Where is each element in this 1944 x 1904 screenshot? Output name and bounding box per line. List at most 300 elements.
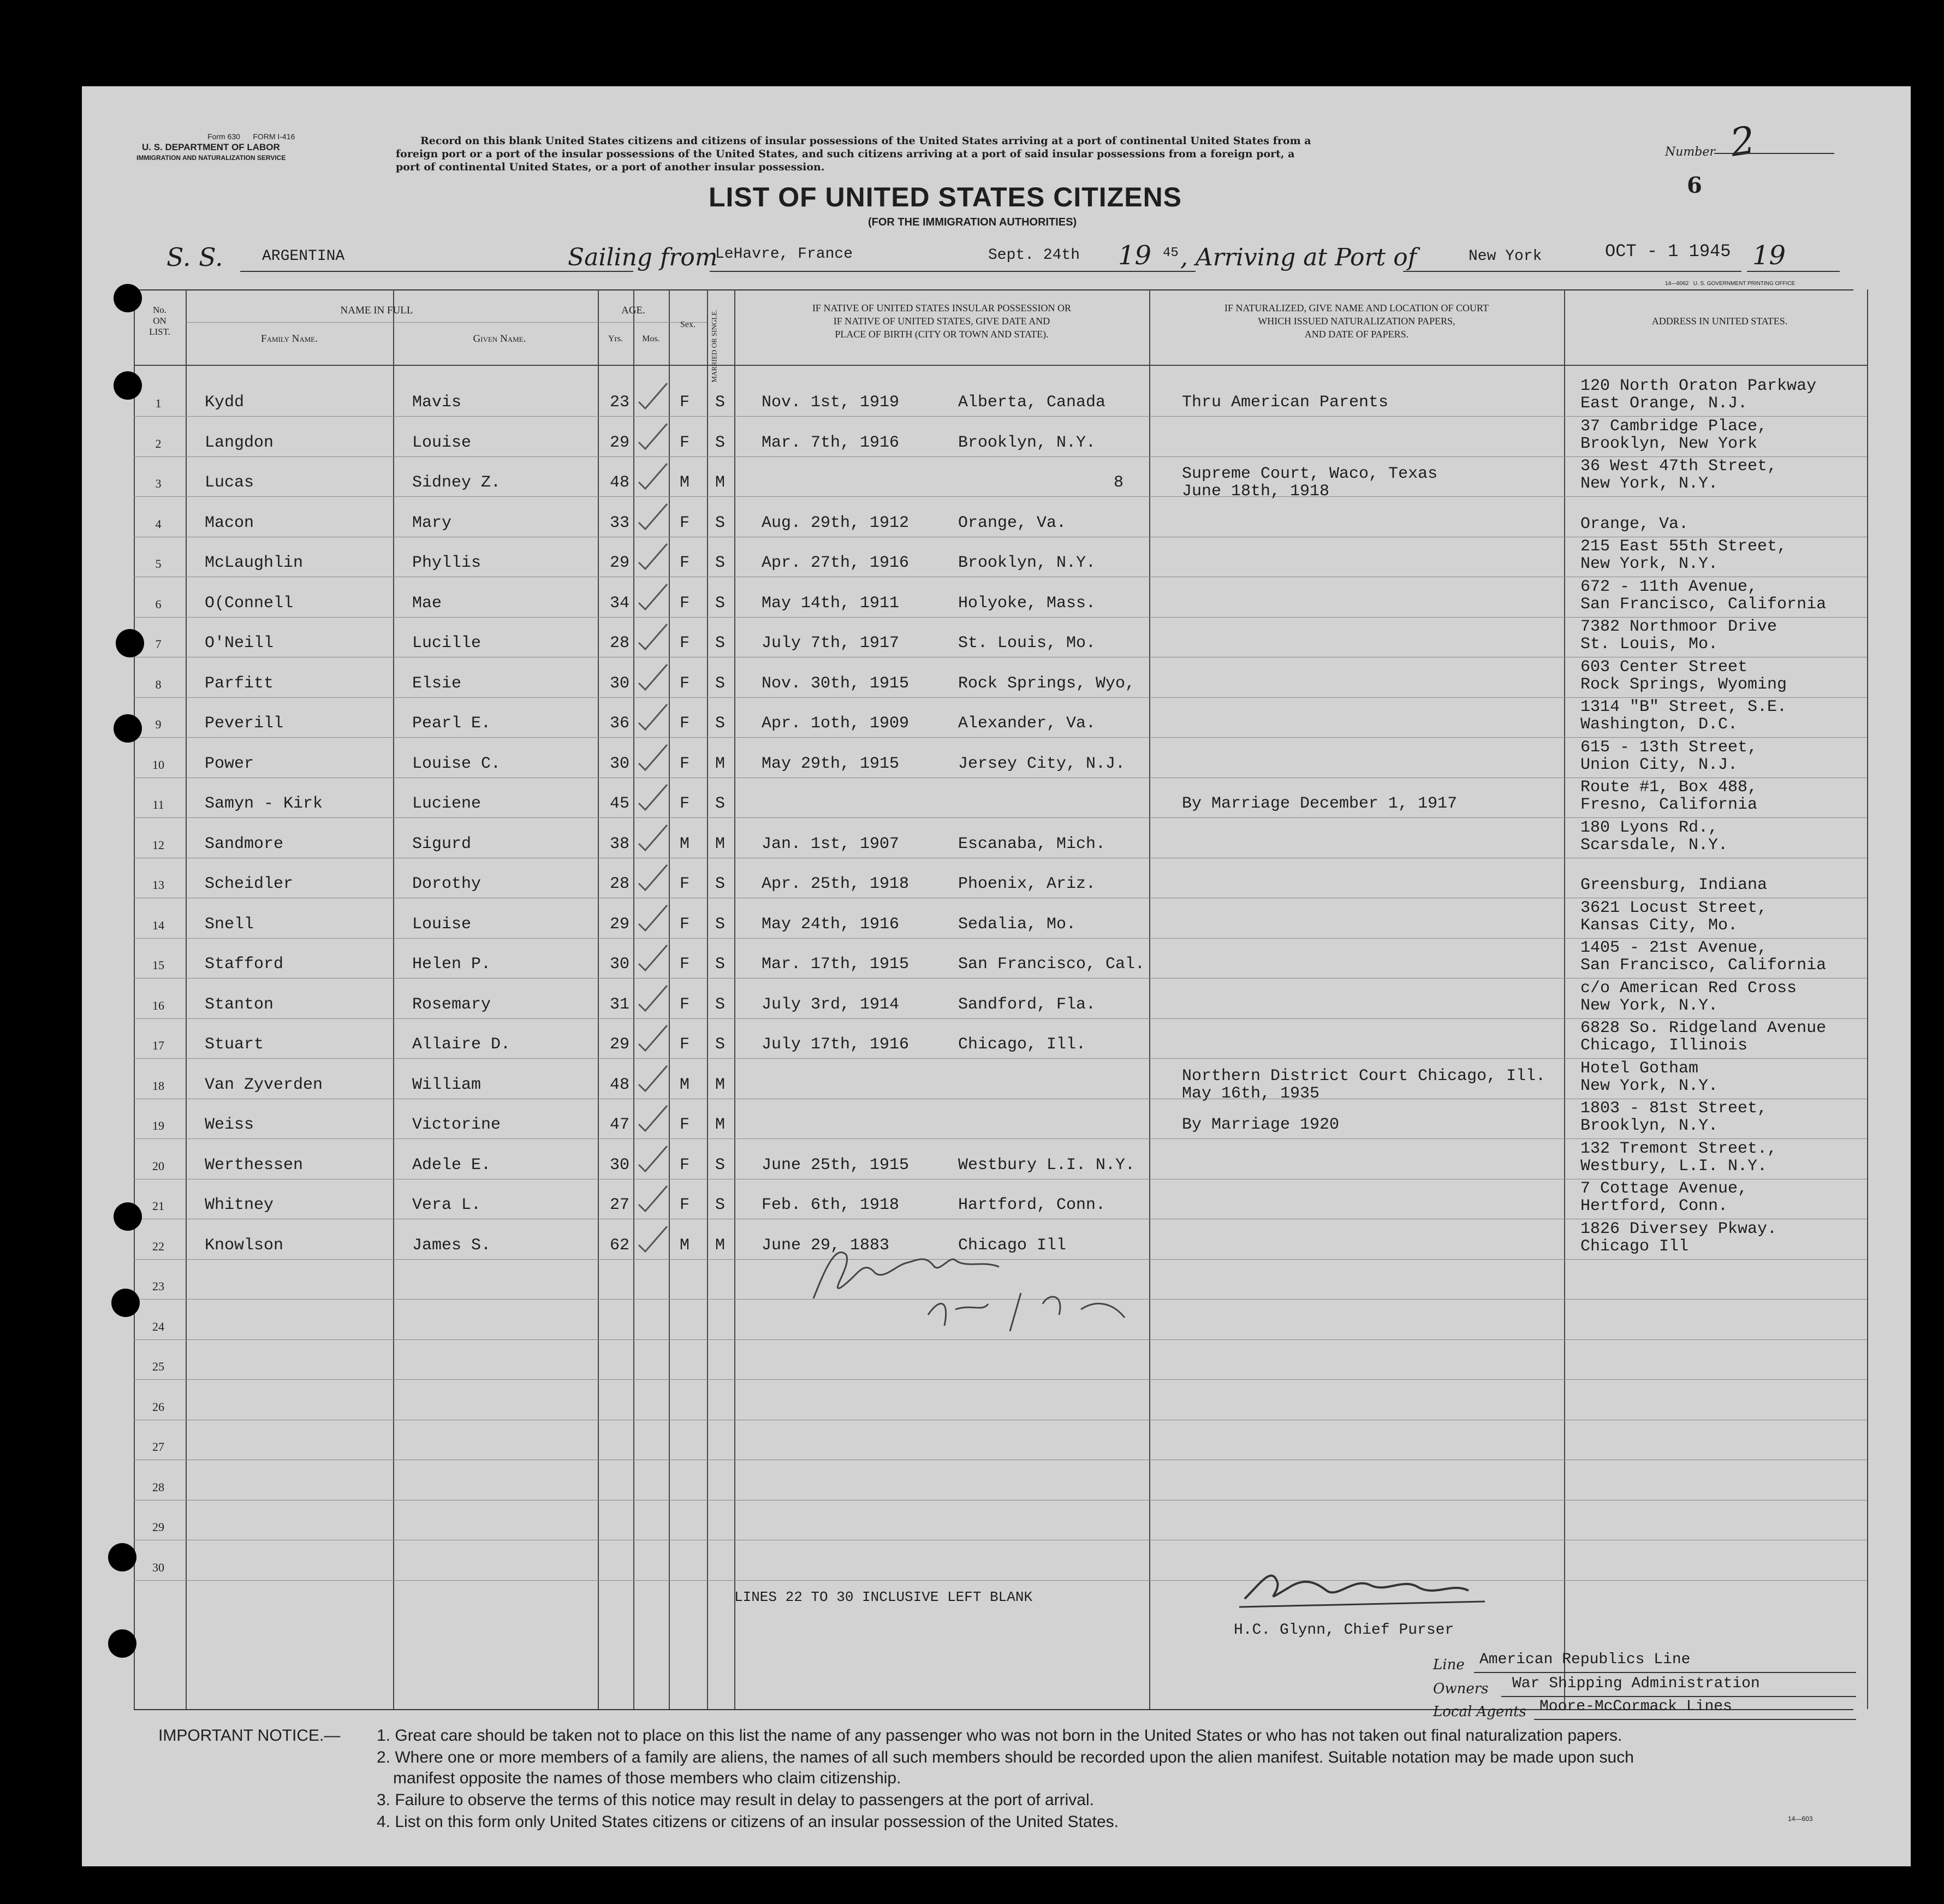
- birth-date: July 3rd, 1914: [762, 995, 900, 1014]
- naturalization-nat1: Thru American Parents: [1182, 393, 1389, 412]
- sex: M: [680, 1075, 690, 1094]
- purser-name: H.C. Glynn, Chief Purser: [1234, 1622, 1454, 1639]
- address-addr2: New York, N.Y.: [1580, 1076, 1719, 1095]
- sex: F: [680, 1116, 690, 1134]
- birth-date: May 24th, 1916: [762, 915, 900, 934]
- address-addr1: 1803 - 81st Street,: [1580, 1099, 1768, 1118]
- naturalization-nat2: June 18th, 1918: [1182, 482, 1330, 501]
- given-name: Louise C.: [412, 754, 501, 773]
- instructions: [396, 134, 1311, 174]
- age-years: 36: [609, 714, 629, 733]
- header-age: AGE.: [621, 305, 645, 316]
- row-number: 19: [152, 1119, 164, 1132]
- punch-hole: [114, 371, 142, 400]
- address-addr2: Kansas City, Mo.: [1580, 916, 1738, 935]
- row-number: 26: [152, 1399, 164, 1414]
- row-number: 10: [152, 757, 164, 772]
- family-name: Peverill: [205, 714, 284, 733]
- row-number: 24: [152, 1319, 164, 1333]
- punch-hole: [114, 714, 142, 743]
- family-name: Stanton: [205, 995, 274, 1014]
- address-addr1: c/o American Red Cross: [1580, 978, 1797, 998]
- header-naturalized: [1149, 301, 1564, 341]
- given-name: Helen P.: [412, 955, 491, 974]
- given-name: Phyllis: [412, 554, 481, 572]
- age-years: 30: [609, 674, 629, 693]
- birth-place: Brooklyn, N.Y.: [958, 433, 1096, 452]
- birth-place: Rock Springs, Wyo,: [958, 674, 1136, 693]
- address-addr2: Orange, Va.: [1580, 514, 1689, 533]
- row-number: 27: [152, 1440, 164, 1454]
- family-name: Scheidler: [205, 875, 294, 893]
- marital-status: S: [715, 393, 726, 412]
- row-number: 13: [152, 878, 164, 892]
- sex: F: [680, 433, 690, 452]
- form-number-1: Form 630: [207, 132, 240, 141]
- form-number-2: FORM I-416: [253, 132, 295, 141]
- row-number: 5: [155, 557, 162, 571]
- address-addr2: Scarsdale, N.Y.: [1580, 835, 1728, 855]
- sex: M: [680, 834, 690, 853]
- row-number: 11: [152, 798, 164, 811]
- marital-status: S: [715, 714, 726, 733]
- sailing-from-port: LeHavre, France: [715, 246, 853, 263]
- birth-place: Escanaba, Mich.: [958, 834, 1106, 853]
- marital-status: S: [715, 513, 726, 532]
- marital-status: S: [715, 594, 726, 613]
- page-title: LIST OF UNITED STATES CITIZENS: [709, 182, 1182, 212]
- sailing-date-underline: [988, 271, 1196, 272]
- birth-date: Mar. 17th, 1915: [762, 955, 909, 974]
- naturalization-nat2: May 16th, 1935: [1182, 1084, 1320, 1103]
- given-name: Mae: [412, 594, 442, 613]
- gpo-note: U. S. GOVERNMENT PRINTING OFFICE: [1693, 281, 1796, 287]
- header-given-name: Given Name.: [473, 333, 526, 345]
- address-addr1: 6828 So. Ridgeland Avenue: [1580, 1019, 1827, 1037]
- birth-date: Aug. 29th, 1912: [762, 513, 909, 532]
- check-mark: [634, 822, 673, 855]
- given-name: Pearl E.: [412, 714, 491, 733]
- age-years: 62: [609, 1236, 629, 1255]
- family-name: Macon: [205, 513, 254, 532]
- given-name: Louise: [412, 433, 472, 452]
- age-years: 27: [609, 1196, 629, 1214]
- column-divider: [707, 289, 708, 1709]
- ss-label: S. S.: [167, 242, 223, 272]
- birth-date: Jan. 1st, 1907: [762, 834, 900, 853]
- given-name: Louise: [412, 915, 472, 934]
- address-addr1: Hotel Gotham: [1580, 1059, 1699, 1078]
- age-years: 38: [609, 834, 629, 853]
- marital-status: M: [715, 1075, 726, 1094]
- birth-place: 8: [1114, 473, 1124, 492]
- row-number: 15: [152, 958, 164, 972]
- age-years: 28: [609, 634, 629, 653]
- age-years: 34: [609, 594, 629, 613]
- family-name: Sandmore: [205, 834, 284, 853]
- address-addr2: Washington, D.C.: [1580, 715, 1738, 734]
- birth-date: Nov. 1st, 1919: [762, 393, 900, 412]
- manifest-sheet: [82, 86, 1911, 1866]
- check-mark: [634, 701, 673, 734]
- birth-place: Alexander, Va.: [958, 714, 1096, 733]
- sex: F: [680, 513, 690, 532]
- given-name: Luciene: [412, 794, 481, 813]
- header-bottom: [134, 365, 1867, 366]
- sex: F: [680, 1035, 690, 1054]
- age-years: 29: [609, 554, 629, 572]
- header-nat-line-3: AND DATE OF PAPERS.: [1304, 329, 1409, 340]
- header-nat-line-1: IF NATURALIZED, GIVE NAME AND LOCATION OF COURT: [1224, 302, 1489, 313]
- address-addr1: 132 Tremont Street.,: [1580, 1139, 1777, 1158]
- marital-status: S: [715, 634, 726, 653]
- family-name: Werthessen: [205, 1155, 304, 1175]
- year-prefix: 19: [1118, 240, 1152, 271]
- address-addr1: 7 Cottage Avenue,: [1580, 1179, 1748, 1198]
- check-mark: [634, 621, 673, 654]
- family-name: Samyn - Kirk: [205, 794, 323, 813]
- address-addr1: 3621 Locust Street,: [1580, 898, 1768, 917]
- sex: F: [680, 754, 690, 773]
- marital-status: S: [715, 915, 726, 934]
- punch-hole: [108, 1543, 136, 1571]
- line-underline: [1474, 1672, 1856, 1673]
- row-number: 18: [152, 1078, 164, 1093]
- address-addr1: 215 East 55th Street,: [1580, 537, 1787, 556]
- column-divider: [598, 289, 599, 1709]
- sex: F: [680, 634, 690, 653]
- birth-place: San Francisco, Cal.: [958, 955, 1145, 974]
- age-years: 31: [609, 995, 629, 1014]
- address-addr2: Rock Springs, Wyoming: [1580, 675, 1787, 694]
- given-name: Lucille: [412, 634, 481, 653]
- address-addr1: 1405 - 21st Avenue,: [1580, 939, 1768, 957]
- naturalization-nat1: Northern District Court Chicago, Ill.: [1182, 1066, 1546, 1086]
- birth-place: St. Louis, Mo.: [958, 634, 1096, 653]
- address-addr2: New York, N.Y.: [1580, 474, 1719, 493]
- row-number: 22: [152, 1239, 164, 1253]
- port-underline: [1403, 271, 1741, 272]
- check-mark: [634, 1183, 673, 1215]
- table-top-border: [134, 289, 1853, 290]
- printer-code: 14—6062: [1665, 281, 1689, 287]
- header-no-on-list: [136, 305, 183, 337]
- given-name: William: [412, 1075, 481, 1094]
- header-no-line-1: No.: [152, 305, 167, 315]
- birth-place: Chicago Ill: [958, 1236, 1067, 1255]
- family-name: Van Zyverden: [205, 1075, 323, 1094]
- header-birth: [734, 301, 1149, 341]
- arriving-label: , Arriving at Port of: [1180, 244, 1417, 271]
- birth-place: Hartford, Conn.: [958, 1196, 1106, 1214]
- address-addr2: Union City, N.J.: [1580, 755, 1738, 774]
- address-addr1: 1314 "B" Street, S.E.: [1580, 698, 1787, 716]
- row-number: 12: [152, 838, 164, 852]
- sex: F: [680, 1196, 690, 1214]
- address-addr1: 7382 Northmoor Drive: [1580, 618, 1777, 636]
- header-family-name: Family Name.: [261, 333, 318, 345]
- given-name: Sigurd: [412, 834, 472, 853]
- address-addr2: Hertford, Conn.: [1580, 1197, 1728, 1215]
- family-name: O'Neill: [205, 634, 274, 653]
- marital-status: M: [715, 473, 726, 492]
- given-name: Vera L.: [412, 1196, 481, 1214]
- birth-date: May 29th, 1915: [762, 754, 900, 773]
- sex: F: [680, 554, 690, 572]
- age-years: 45: [609, 794, 629, 813]
- row-number: 23: [152, 1279, 164, 1293]
- sex: F: [680, 875, 690, 893]
- check-mark: [634, 1022, 673, 1055]
- page-number: 6: [1687, 173, 1702, 198]
- sex: F: [680, 393, 690, 412]
- owners-label: Owners: [1433, 1681, 1489, 1697]
- birth-place: Brooklyn, N.Y.: [958, 554, 1096, 572]
- notice-item-3: 3. Failure to observe the terms of this notice may result in delay to passengers at the port of arrival.: [377, 1791, 1094, 1809]
- check-mark: [634, 420, 673, 453]
- check-mark: [634, 1102, 673, 1135]
- footer-code: 14—603: [1788, 1815, 1813, 1823]
- age-years: 30: [609, 1155, 629, 1175]
- birth-date: Apr. 1oth, 1909: [762, 714, 909, 733]
- sex: F: [680, 594, 690, 613]
- row-number: 9: [155, 717, 162, 731]
- arrival-stamp: OCT - 1 1945: [1605, 241, 1731, 262]
- printer-note: [1665, 281, 1795, 287]
- sailing-from-label: Sailing from: [568, 244, 718, 271]
- family-name: Knowlson: [205, 1236, 284, 1255]
- address-addr2: Brooklyn, New York: [1580, 434, 1758, 453]
- sailing-date: Sept. 24th: [988, 247, 1080, 264]
- address-addr2: Westbury, L.I. N.Y.: [1580, 1156, 1768, 1176]
- address-addr1: 120 North Oraton Parkway: [1580, 377, 1817, 395]
- marital-status: S: [715, 1155, 726, 1175]
- department-name: U. S. DEPARTMENT OF LABOR: [142, 142, 280, 152]
- age-years: 48: [609, 473, 629, 492]
- header-married-or-single: MARRIED OR SINGLE.: [710, 309, 718, 383]
- punch-hole: [114, 284, 142, 312]
- column-divider: [734, 289, 735, 1709]
- address-addr1: 37 Cambridge Place,: [1580, 417, 1768, 436]
- given-name: James S.: [412, 1236, 491, 1255]
- column-divider: [1149, 289, 1150, 1709]
- header-nat-line-2: WHICH ISSUED NATURALIZATION PAPERS,: [1258, 316, 1455, 327]
- marital-status: M: [715, 754, 726, 773]
- owners-value: War Shipping Administration: [1512, 1675, 1760, 1692]
- age-years: 33: [609, 513, 629, 532]
- header-birth-line-1: IF NATIVE OF UNITED STATES INSULAR POSSESSION OR: [812, 302, 1072, 313]
- birth-date: June 29, 1883: [762, 1236, 890, 1255]
- header-sex: Sex.: [680, 320, 695, 329]
- marital-status: S: [715, 995, 726, 1014]
- birth-place: Chicago, Ill.: [958, 1035, 1086, 1054]
- notice-item-1: 1. Great care should be taken not to place on this list the name of any passenger who was not born in the United States or who has not taken out final naturalization papers.: [377, 1727, 1622, 1745]
- year-prefix-2: 19: [1752, 240, 1786, 271]
- check-mark: [634, 460, 673, 493]
- birth-date: Feb. 6th, 1918: [762, 1196, 900, 1214]
- given-name: Sidney Z.: [412, 473, 501, 492]
- row-number: 4: [155, 517, 162, 531]
- column-divider: [1564, 289, 1565, 1709]
- blank-lines-note: LINES 22 TO 30 INCLUSIVE LEFT BLANK: [734, 1589, 1033, 1605]
- check-mark: [634, 581, 673, 614]
- address-addr2: Fresno, California: [1580, 796, 1758, 814]
- marital-status: S: [715, 1196, 726, 1214]
- row-divider: [134, 1379, 1867, 1380]
- address-addr1: 36 West 47th Street,: [1580, 457, 1777, 476]
- check-mark: [634, 781, 673, 814]
- given-name: Dorothy: [412, 875, 481, 893]
- page-subtitle: (FOR THE IMMIGRATION AUTHORITIES): [868, 216, 1077, 228]
- age-years: 29: [609, 433, 629, 452]
- marital-status: S: [715, 955, 726, 974]
- family-name: Snell: [205, 915, 254, 934]
- family-name: Parfitt: [205, 674, 274, 693]
- sex: F: [680, 1155, 690, 1175]
- address-addr1: 672 - 11th Avenue,: [1580, 577, 1758, 596]
- check-mark: [634, 902, 673, 935]
- family-name: Weiss: [205, 1116, 254, 1134]
- birth-date: Mar. 7th, 1916: [762, 433, 900, 452]
- sex: F: [680, 794, 690, 813]
- notice-item-2a: 2. Where one or more members of a family are aliens, the names of all such members should be recorded upon the alien manifest. Suitable notation may be made upon such: [377, 1748, 1634, 1766]
- line-label: Line: [1433, 1657, 1465, 1673]
- sex: M: [680, 473, 690, 492]
- arrival-port: New York: [1469, 248, 1542, 265]
- instruction-line-1: Record on this blank United States citizens and citizens of insular possessions of the United States arriving at a port of continental United States from a: [420, 135, 1311, 147]
- birth-date: June 25th, 1915: [762, 1155, 909, 1175]
- header-yrs: Yrs.: [608, 334, 623, 343]
- address-addr2: New York, N.Y.: [1580, 555, 1719, 573]
- row-divider: [134, 1580, 1867, 1581]
- birth-place: Sandford, Fla.: [958, 995, 1096, 1014]
- age-years: 29: [609, 1035, 629, 1054]
- check-mark: [634, 742, 673, 774]
- marital-status: S: [715, 554, 726, 572]
- age-years: 23: [609, 393, 629, 412]
- header-no-line-2: ON: [153, 316, 167, 326]
- birth-place: Orange, Va.: [958, 513, 1067, 532]
- row-number: 1: [155, 396, 162, 410]
- family-name: Lucas: [205, 473, 254, 492]
- naturalization-nat1: Supreme Court, Waco, Texas: [1182, 465, 1438, 483]
- row-number: 14: [152, 918, 164, 932]
- age-years: 30: [609, 754, 629, 773]
- family-name: Kydd: [205, 393, 245, 412]
- family-name: Stafford: [205, 955, 284, 974]
- instruction-line-3: port of continental United States, or a port of another insular possession.: [396, 161, 825, 173]
- row-number: 25: [152, 1360, 164, 1373]
- marital-status: M: [715, 834, 726, 853]
- punch-hole: [116, 629, 144, 657]
- check-mark: [634, 1223, 673, 1256]
- check-mark: [634, 661, 673, 694]
- marital-status: S: [715, 674, 726, 693]
- marital-status: S: [715, 794, 726, 813]
- given-name: Allaire D.: [412, 1035, 511, 1054]
- row-number: 21: [152, 1199, 164, 1213]
- check-mark: [634, 942, 673, 975]
- row-divider: [134, 496, 1867, 497]
- row-number: 20: [152, 1159, 164, 1173]
- year-underline: [1747, 271, 1840, 272]
- row-number: 7: [155, 637, 162, 651]
- address-addr2: San Francisco, California: [1580, 956, 1827, 975]
- marital-status: M: [715, 1236, 726, 1255]
- row-number: 6: [155, 597, 162, 611]
- row-number: 28: [152, 1480, 164, 1494]
- line-value: American Republics Line: [1479, 1651, 1691, 1668]
- address-addr1: 603 Center Street: [1580, 657, 1748, 677]
- address-addr1: 180 Lyons Rd.,: [1580, 818, 1719, 837]
- family-name: McLaughlin: [205, 554, 304, 572]
- header-address: ADDRESS IN UNITED STATES.: [1651, 316, 1788, 327]
- notice-item-4: 4. List on this form only United States citizens or citizens of an insular possession of the United States.: [377, 1813, 1119, 1831]
- birth-place: Jersey City, N.J.: [958, 754, 1126, 773]
- purser-signature: [1228, 1561, 1501, 1621]
- column-divider: [1867, 289, 1868, 1709]
- marital-status: S: [715, 433, 726, 452]
- column-divider: [134, 289, 135, 1709]
- address-addr2: New York, N.Y.: [1580, 996, 1719, 1015]
- punch-hole: [111, 1289, 140, 1317]
- given-name: Elsie: [412, 674, 462, 693]
- check-mark: [634, 862, 673, 894]
- sex: F: [680, 995, 690, 1014]
- row-number: 30: [152, 1560, 164, 1574]
- given-name: Adele E.: [412, 1155, 491, 1175]
- check-mark: [634, 1063, 673, 1095]
- given-name: Rosemary: [412, 995, 491, 1014]
- punch-hole: [108, 1629, 136, 1658]
- age-years: 30: [609, 955, 629, 974]
- family-name: Stuart: [205, 1035, 264, 1054]
- agents-value: Moore-McCormack Lines: [1539, 1698, 1732, 1715]
- row-number: 17: [152, 1039, 164, 1052]
- birth-date: July 17th, 1916: [762, 1035, 909, 1054]
- age-years: 28: [609, 875, 629, 893]
- birth-place: Sedalia, Mo.: [958, 915, 1077, 934]
- ship-name: ARGENTINA: [262, 248, 345, 265]
- address-addr2: East Orange, N.J.: [1580, 394, 1748, 413]
- check-mark: [634, 1143, 673, 1176]
- notice-item-2b: manifest opposite the names of those members who claim citizenship.: [393, 1769, 901, 1787]
- marital-status: S: [715, 875, 726, 893]
- birth-date: July 7th, 1917: [762, 634, 900, 653]
- birth-date: Nov. 30th, 1915: [762, 674, 909, 693]
- check-mark: [634, 380, 673, 413]
- naturalization-nat1: By Marriage 1920: [1182, 1116, 1340, 1134]
- row-number: 29: [152, 1520, 164, 1534]
- check-mark: [634, 541, 673, 573]
- year-suffix: 45: [1163, 246, 1179, 260]
- purser-signature-text: H C Glynn: [1234, 1615, 1237, 1616]
- row-number: 3: [155, 477, 162, 490]
- address-addr1: 1826 Diversey Pkway.: [1580, 1219, 1777, 1238]
- birth-date: Apr. 25th, 1918: [762, 875, 909, 893]
- address-addr2: Chicago Ill: [1580, 1237, 1689, 1256]
- row-number: 8: [155, 677, 162, 691]
- address-addr2: St. Louis, Mo.: [1580, 635, 1719, 654]
- agents-underline: [1534, 1719, 1856, 1720]
- address-addr1: Route #1, Box 488,: [1580, 778, 1758, 797]
- birth-place: Phoenix, Ariz.: [958, 875, 1096, 893]
- number-label: Number: [1665, 145, 1715, 159]
- header-birth-line-3: PLACE OF BIRTH (CITY OR TOWN AND STATE).: [835, 329, 1049, 340]
- sex: F: [680, 955, 690, 974]
- given-name: Mary: [412, 513, 452, 532]
- row-number: 2: [155, 436, 162, 450]
